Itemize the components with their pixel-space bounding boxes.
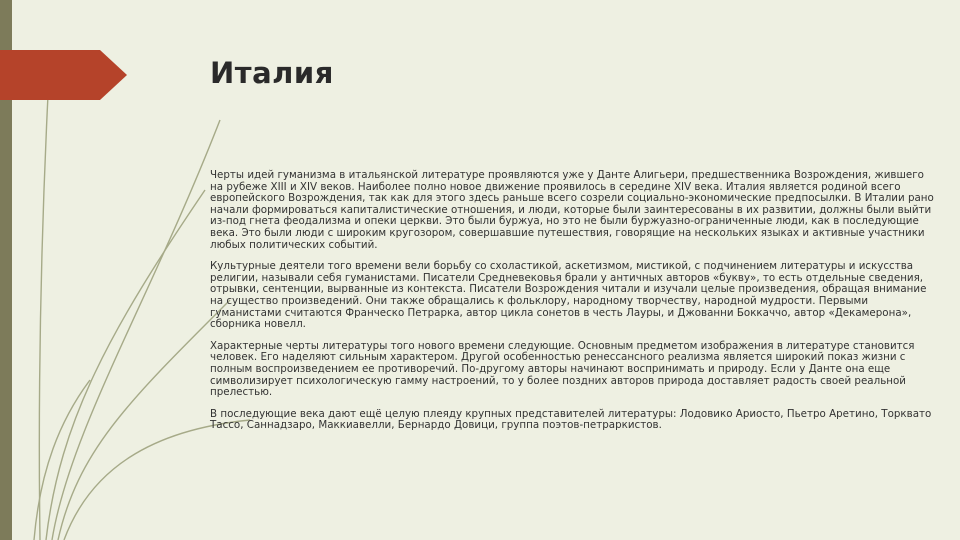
paragraph-humanists: Культурные деятели того времени вели борьбу со схоластикой, аскетизмом, мистикой, с подчинением литературы и искусства религии, называли себя гуманистами. Писатели Средневековья брали у античных авторов «букву», то есть отдельные сведения, отрывки, сентенции, вырванные из контекста. Писатели Возрождения читали и изучали целые произведения, обращая внимание на существо произведений. Они также обращались к фольклору, народному творчеству, народной мудрости. Первыми гуманистами считаются Франческо Петрарка, автор цикла сонетов в честь Лауры, и Джованни Боккаччо, автор «Декамерона», сборника новелл. (210, 260, 927, 331)
slide-title: Италия (210, 56, 334, 90)
paragraph-dante: Черты идей гуманизма в итальянской литературе проявляются уже у Данте Алигьери, предшественника Возрождения, жившего на рубеже XIII и XIV веков. Наиболее полно новое движение проявилось в середине XIV века. Италия является родиной всего европейского Возрождения, так как для этого здесь раньше всего созрели социально-экономические предпосылки. В Италии рано начали формироваться капиталистические отношения, и люди, которые были заинтересованы в их развитии, должны были выйти из-под гнета феодализма и опеки церкви. Это были буржуа, но это не были буржуазно-ограниченные люди, как в последующие века. Это были люди с широким кругозором, совершавшие путешествия, говорящие на нескольких языках и активные участники любых политических событий. (210, 169, 934, 251)
paragraph-features: Характерные черты литературы того нового времени следующие. Основным предметом изображения в литературе становится человек. Его наделяют сильным характером. Другой особенностью ренессансного реализма является широкий показ жизни с полным воспроизведением ее противоречий. По-другому авторы начинают воспринимать и природу. Если у Данте она еще символизирует психологическую гамму настроений, то у более поздних авторов природа доставляет радость своей реальной прелестью. (210, 339, 915, 399)
title-accent-arrow (0, 50, 127, 100)
paragraph-later-authors: В последующие века дают ещё целую плеяду крупных представителей литературы: Лодовико Ариосто, Пьетро Аретино, Торквато Тассо, Саннадзаро, Маккиавелли, Бернардо Довици, группа поэтов-петраркистов. (210, 407, 932, 432)
slide-body (210, 170, 938, 442)
